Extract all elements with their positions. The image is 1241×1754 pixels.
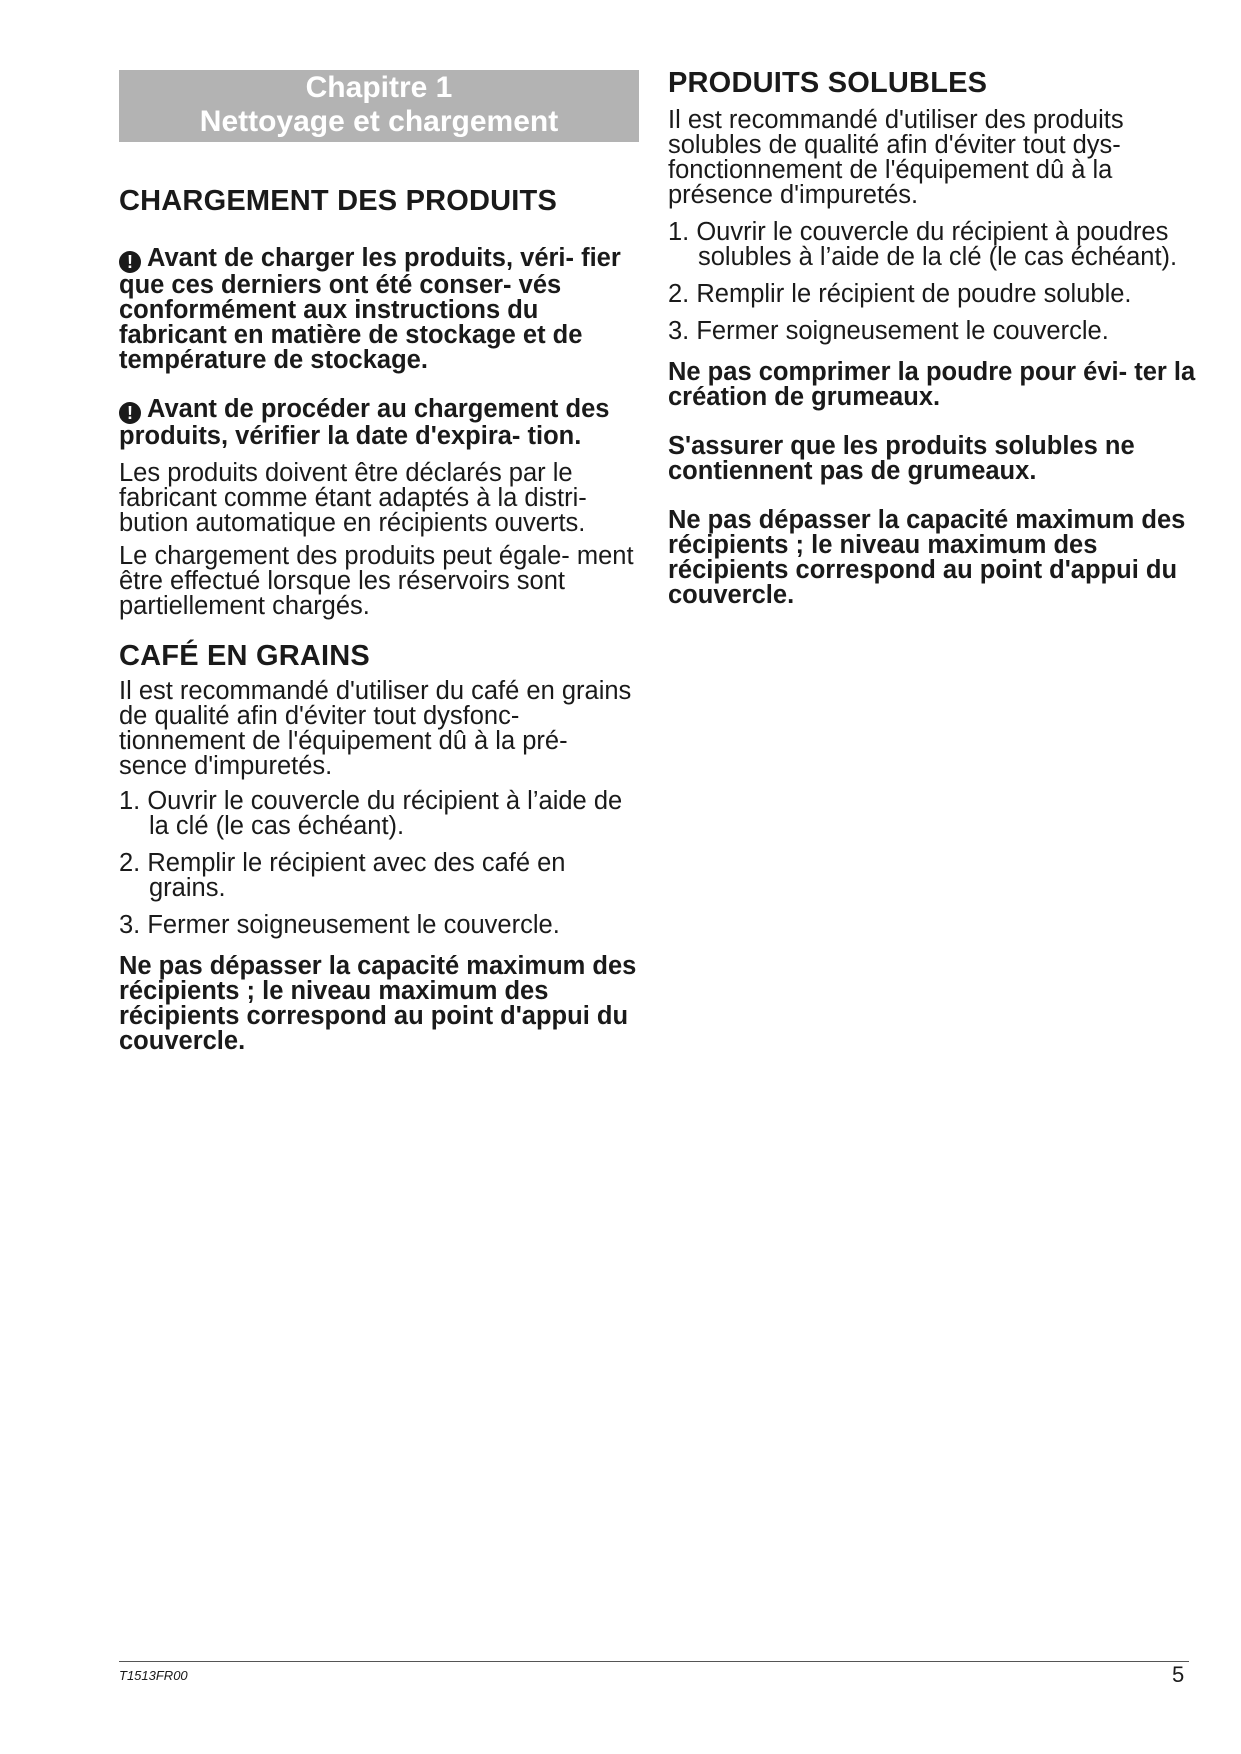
section-title-cafe-grains: CAFÉ EN GRAINS xyxy=(119,640,370,672)
section-title-chargement: CHARGEMENT DES PRODUITS xyxy=(119,185,558,217)
cafe-steps-list xyxy=(119,789,639,938)
warning-storage xyxy=(119,246,639,373)
document-code: T1513FR00 xyxy=(119,1668,188,1683)
note-capacity-left: Ne pas dépasser la capacité maximum des récipients ; le niveau maximum des récipients correspond au point d'appui du couvercle. xyxy=(119,952,637,1055)
paragraph-soluble-quality: Il est recommandé d'utiliser des produits solubles de qualité afin d'éviter tout dys- fonctionnement de l'équipement dû à la présence d'impuretés. xyxy=(668,106,1124,209)
warning-storage-text: Avant de charger les produits, véri- fier que ces derniers ont été conser- vés conformément aux instructions du fabricant en matière de stockage et de température de stockage. xyxy=(119,244,621,374)
soluble-steps-list xyxy=(668,220,1198,344)
list-item: 3. Fermer soigneusement le couvercle. xyxy=(668,317,1109,345)
chapter-number: Chapitre 1 xyxy=(305,71,453,104)
note-no-compress: Ne pas comprimer la poudre pour évi- ter la création de grumeaux. xyxy=(668,358,1196,411)
exclamation-circle-icon: ! xyxy=(119,402,141,424)
warning-expiry-text: Avant de procéder au chargement des produits, vérifier la date d'expira- tion. xyxy=(119,395,610,450)
note-capacity-right: Ne pas dépasser la capacité maximum des récipients ; le niveau maximum des récipients correspond au point d'appui du couvercle. xyxy=(668,506,1186,609)
page-number: 5 xyxy=(1172,1662,1185,1687)
section-title-solubles: PRODUITS SOLUBLES xyxy=(668,67,988,99)
footer-divider xyxy=(119,1661,1189,1662)
right-column xyxy=(668,67,1198,609)
warning-expiry xyxy=(119,397,639,449)
list-item: 2. Remplir le récipient de poudre soluble. xyxy=(668,280,1132,308)
paragraph-adapted-products: Les produits doivent être déclarés par le fabricant comme étant adaptés à la distri- bution automatique en récipients ouverts. xyxy=(119,459,587,537)
list-item: 1. Ouvrir le couvercle du récipient à poudres solubles à l’aide de la clé (le cas échéant). xyxy=(668,218,1178,271)
list-item: 2. Remplir le récipient avec des café en grains. xyxy=(119,849,566,902)
chapter-header xyxy=(119,70,639,142)
left-column xyxy=(119,70,639,1054)
list-item: 1. Ouvrir le couvercle du récipient à l’aide de la clé (le cas échéant). xyxy=(119,787,623,840)
paragraph-partial-loading: Le chargement des produits peut égale- ment être effectué lorsque les réservoirs sont partiellement chargés. xyxy=(119,542,634,620)
exclamation-circle-icon: ! xyxy=(119,251,141,273)
list-item: 3. Fermer soigneusement le couvercle. xyxy=(119,911,560,939)
chapter-title: Nettoyage et chargement xyxy=(199,105,559,138)
note-no-lumps: S'assurer que les produits solubles ne contiennent pas de grumeaux. xyxy=(668,432,1135,485)
paragraph-cafe-quality: Il est recommandé d'utiliser du café en grains de qualité afin d'éviter tout dysfonc- tionnement de l'équipement dû à la pré- sence d'impuretés. xyxy=(119,677,632,780)
